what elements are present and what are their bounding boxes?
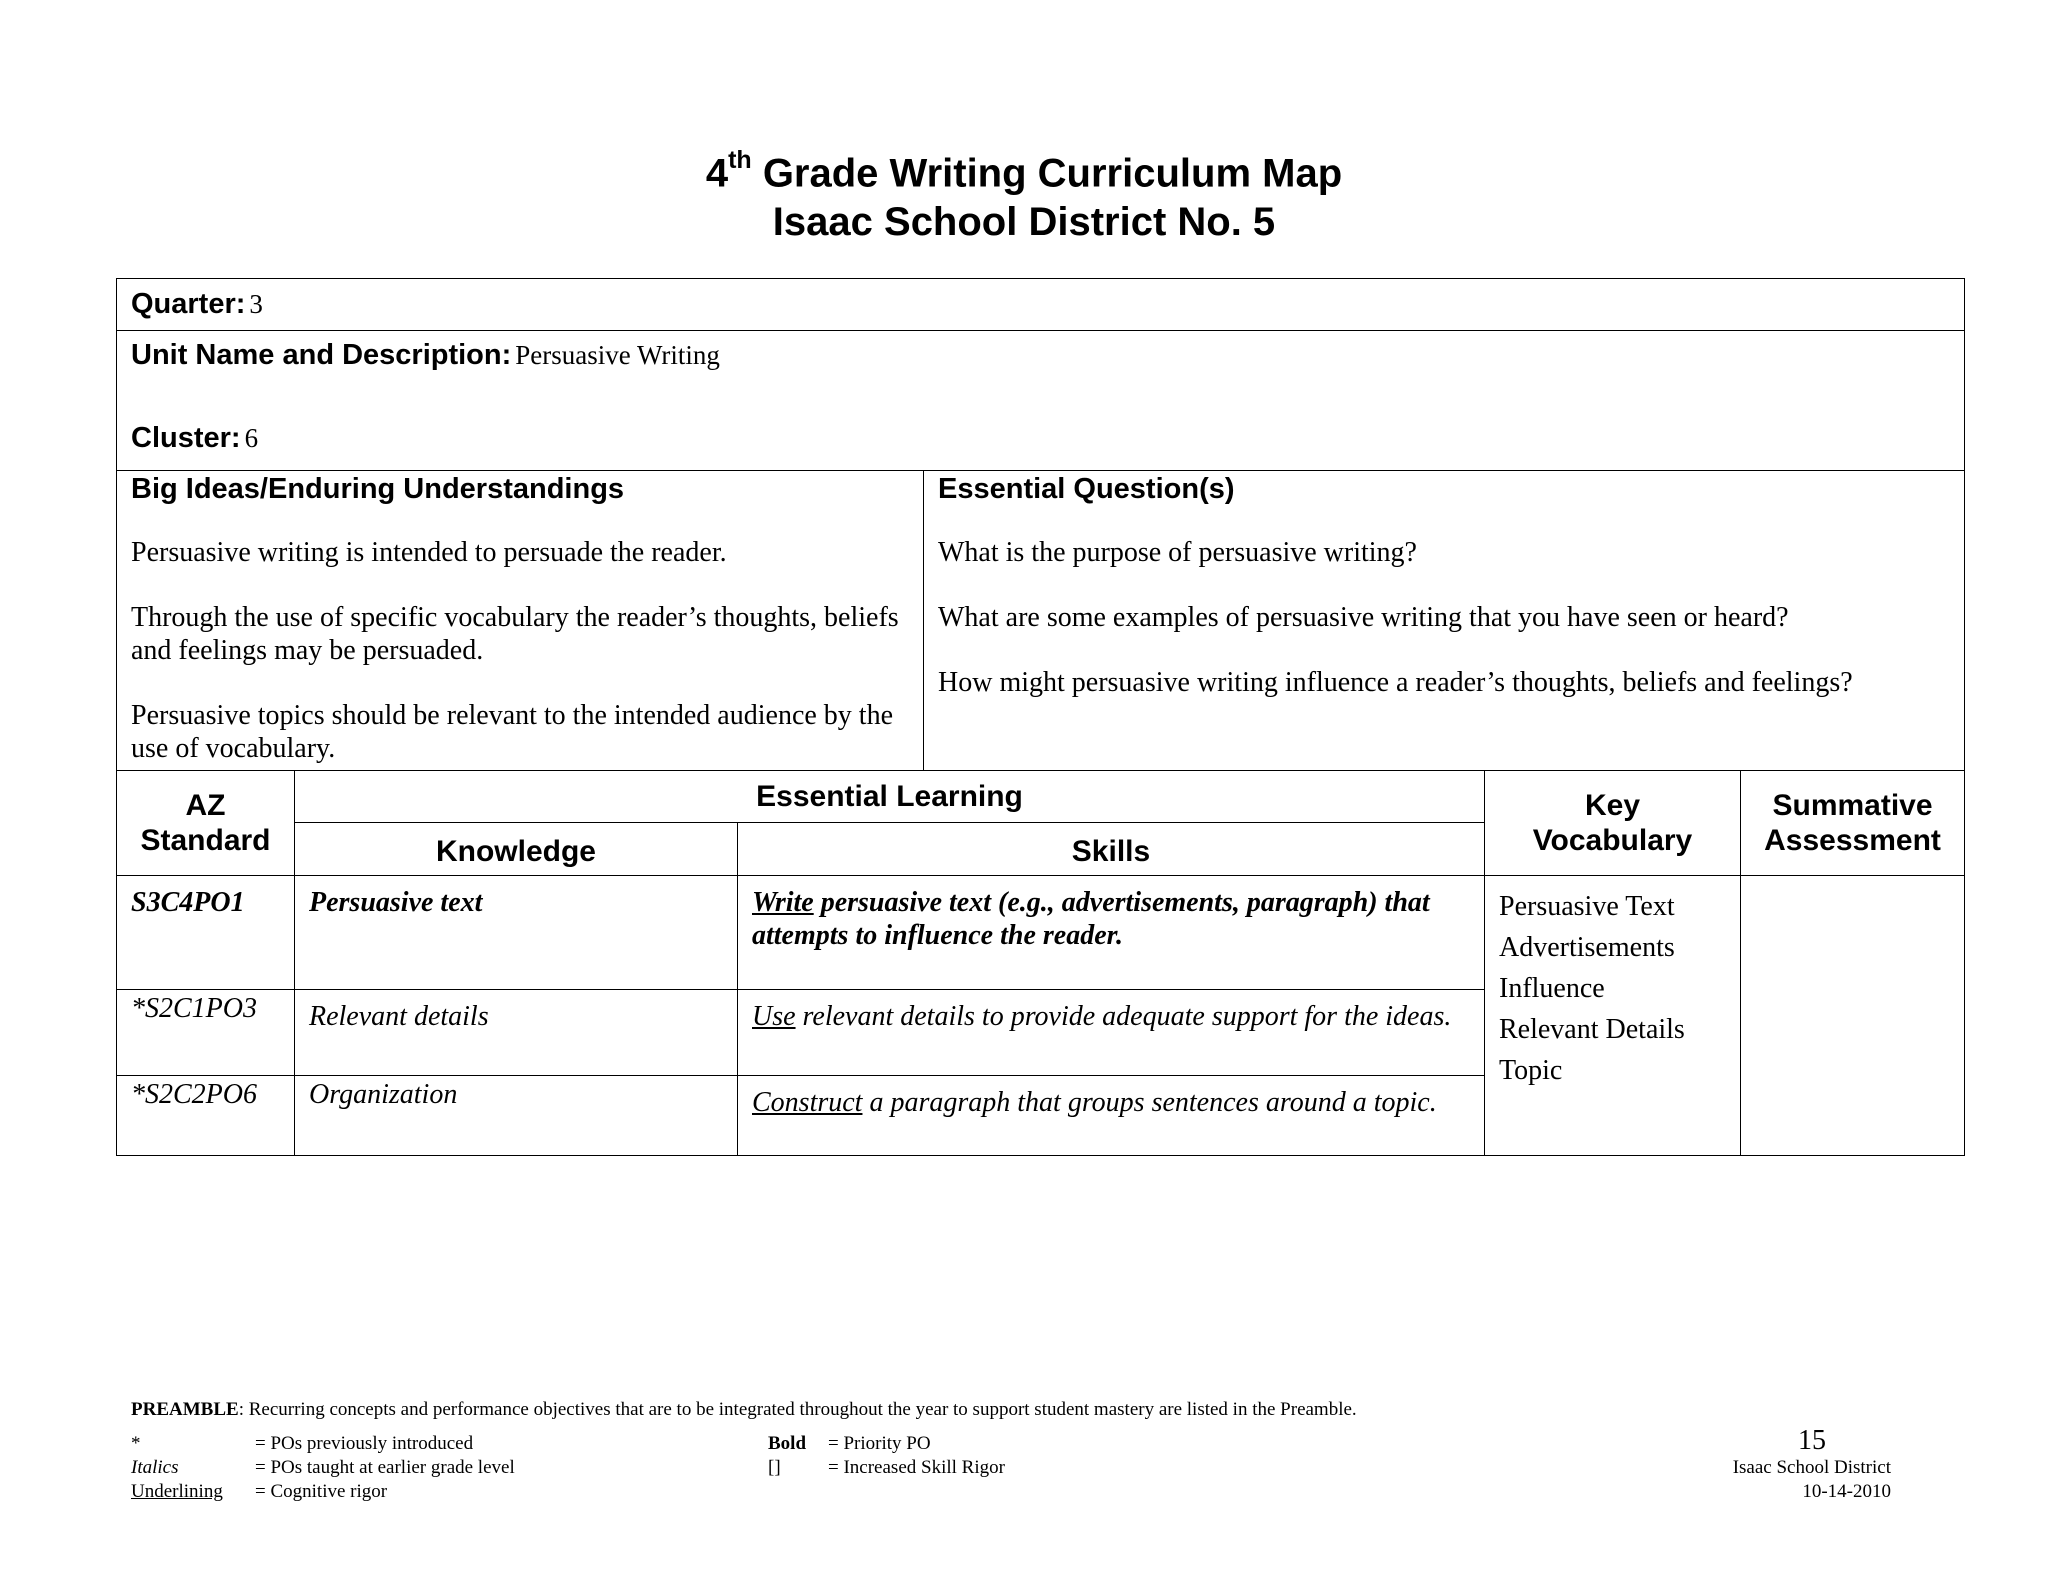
grade-suffix: th bbox=[728, 146, 752, 174]
title-line-1 bbox=[0, 140, 2048, 198]
knowledge-cell: Relevant details bbox=[295, 990, 738, 1076]
key-vocabulary-cell bbox=[1485, 876, 1741, 1156]
legend-meaning: = POs taught at earlier grade level bbox=[255, 1457, 515, 1478]
standard-cell: *S2C2PO6 bbox=[117, 1076, 295, 1156]
big-ideas-cell bbox=[117, 471, 924, 771]
vocabulary-term: Advertisements bbox=[1499, 932, 1675, 963]
big-idea-item: Persuasive topics should be relevant to the intended audience by the use of vocabulary. bbox=[131, 700, 894, 764]
summative-assessment-cell bbox=[1741, 876, 1965, 1156]
skills-header: Skills bbox=[738, 823, 1485, 876]
legend-left bbox=[131, 1432, 631, 1504]
skill-cell bbox=[738, 1076, 1485, 1156]
skill-cell bbox=[738, 876, 1485, 990]
cluster-value: 6 bbox=[244, 423, 259, 453]
legend-meaning: = Priority PO bbox=[828, 1433, 931, 1454]
quarter-row bbox=[117, 279, 1965, 331]
legend-symbol: [] bbox=[768, 1457, 781, 1478]
legend-right bbox=[768, 1432, 1168, 1480]
footer-org: Isaac School District bbox=[1732, 1457, 1891, 1478]
skill-verb: Write bbox=[752, 887, 814, 918]
preamble-line bbox=[131, 1398, 1891, 1422]
vocabulary-term: Influence bbox=[1499, 973, 1605, 1004]
skill-verb: Construct bbox=[752, 1087, 863, 1118]
skill-text: persuasive text (e.g., advertisements, paragraph) that attempts to influence the reader. bbox=[752, 887, 1430, 951]
skill-cell bbox=[738, 990, 1485, 1076]
legend-symbol: Underlining bbox=[131, 1481, 223, 1502]
skill-verb: Use bbox=[752, 1001, 796, 1032]
essential-question-item: What are some examples of persuasive writing that you have seen or heard? bbox=[938, 602, 1789, 633]
big-idea-item: Through the use of specific vocabulary the reader’s thoughts, beliefs and feelings may be persuaded. bbox=[131, 602, 899, 666]
legend-meaning: = Increased Skill Rigor bbox=[828, 1457, 1005, 1478]
standard-cell: S3C4PO1 bbox=[117, 876, 295, 990]
page-number: 15 bbox=[1798, 1425, 1826, 1456]
footer-date: 10-14-2010 bbox=[1802, 1481, 1891, 1502]
az-standard-header: AZ Standard bbox=[117, 771, 295, 876]
skill-text: relevant details to provide adequate support for the ideas. bbox=[795, 1001, 1452, 1032]
preamble-label: PREAMBLE bbox=[131, 1399, 239, 1420]
quarter-value: 3 bbox=[249, 289, 263, 319]
legend-meaning: = POs previously introduced bbox=[255, 1433, 474, 1454]
legend-symbol: * bbox=[131, 1433, 141, 1454]
page-info bbox=[1591, 1426, 1891, 1504]
district-name: Isaac School District No. 5 bbox=[772, 200, 1276, 245]
preamble-text: : Recurring concepts and performance objectives that are to be integrated throughout the year to support student mastery are listed in the Preamble. bbox=[238, 1399, 1357, 1420]
vocabulary-term: Relevant Details bbox=[1499, 1014, 1685, 1045]
curriculum-map-table bbox=[116, 278, 1965, 1156]
vocabulary-term: Topic bbox=[1499, 1055, 1563, 1086]
knowledge-header: Knowledge bbox=[295, 823, 738, 876]
unit-row bbox=[117, 331, 1965, 471]
essential-question-item: What is the purpose of persuasive writing? bbox=[938, 537, 1417, 568]
standard-cell: *S2C1PO3 bbox=[117, 990, 295, 1076]
unit-value: Persuasive Writing bbox=[515, 340, 720, 370]
legend-meaning: = Cognitive rigor bbox=[255, 1481, 388, 1502]
skill-text: a paragraph that groups sentences around a topic. bbox=[862, 1087, 1437, 1118]
essential-questions-heading: Essential Question(s) bbox=[938, 473, 1235, 505]
essential-question-item: How might persuasive writing influence a reader’s thoughts, beliefs and feelings? bbox=[938, 667, 1853, 698]
knowledge-cell: Organization bbox=[295, 1076, 738, 1156]
knowledge-cell: Persuasive text bbox=[295, 876, 738, 990]
footer bbox=[131, 1398, 1891, 1502]
essential-learning-header: Essential Learning bbox=[295, 771, 1485, 823]
legend-symbol: Italics bbox=[131, 1457, 179, 1478]
big-idea-item: Persuasive writing is intended to persuade the reader. bbox=[131, 537, 727, 568]
summative-assessment-header: Summative Assessment bbox=[1741, 771, 1965, 876]
unit-label: Unit Name and Description: bbox=[131, 339, 512, 371]
legend-symbol: Bold bbox=[768, 1433, 807, 1454]
cluster-label: Cluster: bbox=[131, 422, 241, 454]
grade-number: 4 bbox=[705, 151, 729, 196]
essential-questions-cell bbox=[924, 471, 1965, 771]
document-title bbox=[0, 140, 2048, 247]
vocabulary-term: Persuasive Text bbox=[1499, 891, 1675, 922]
key-vocabulary-header: Key Vocabulary bbox=[1485, 771, 1741, 876]
title-text: Grade Writing Curriculum Map bbox=[751, 151, 1343, 196]
big-ideas-heading: Big Ideas/Enduring Understandings bbox=[131, 473, 625, 505]
quarter-label: Quarter: bbox=[131, 288, 246, 320]
